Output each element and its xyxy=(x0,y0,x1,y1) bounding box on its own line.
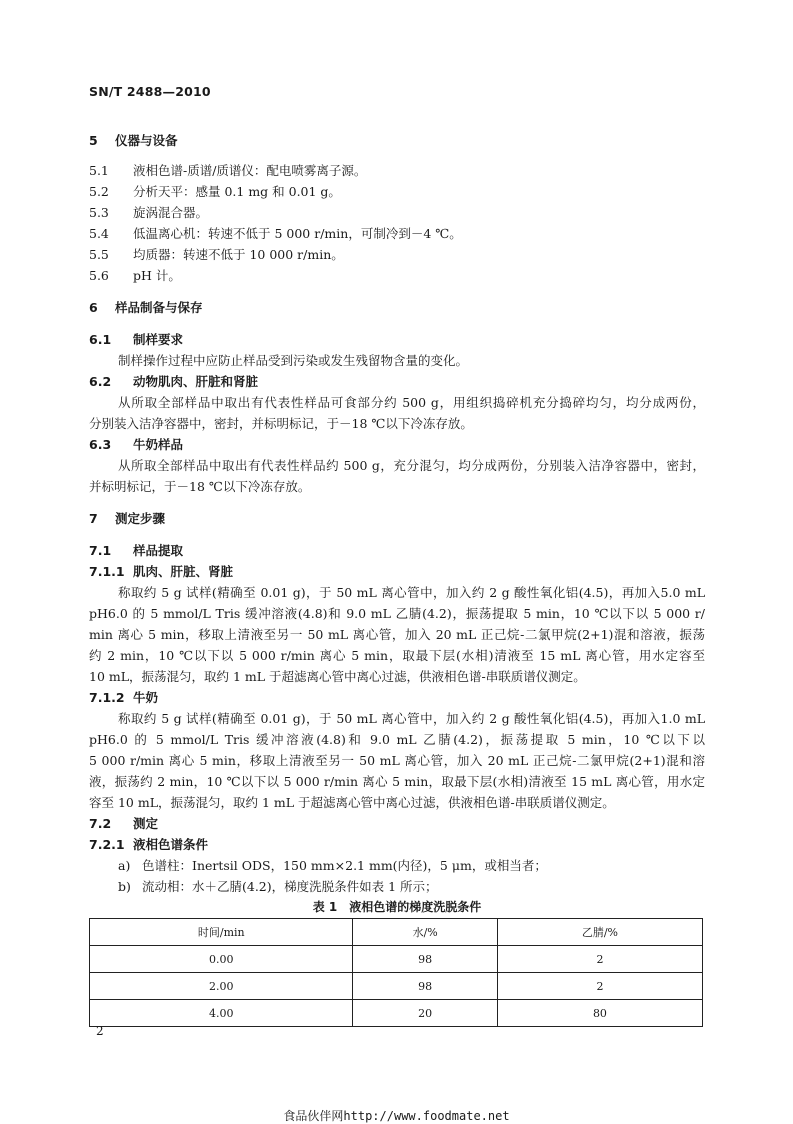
section-7-1-1-line: 约 2 min，10 ℃以下以 5 000 r/min 离心 5 min，取最下层(水相)清液至 15 mL 离心管，用水定容至 xyxy=(89,648,705,663)
table-row xyxy=(90,1000,703,1027)
section-6-1-heading: 6.1 制样要求 xyxy=(89,332,184,347)
document-header: SN/T 2488—2010 xyxy=(89,84,211,99)
table-cell: 20 xyxy=(353,1000,497,1027)
table-header-cell: 乙腈/% xyxy=(497,919,702,946)
table-cell: 80 xyxy=(497,1000,702,1027)
footer-watermark: 食品伙伴网http://www.foodmate.net xyxy=(283,1109,510,1123)
section-6-3-line: 并标明标记，于－18 ℃以下冷冻存放。 xyxy=(89,479,311,494)
table-cell: 2.00 xyxy=(90,973,353,1000)
item-5-1: 5.1 液相色谱-质谱/质谱仪：配电喷雾离子源。 xyxy=(89,163,367,178)
section-7-1-2-heading: 7.1.2 牛奶 xyxy=(89,690,159,705)
section-7-heading: 7 测定步骤 xyxy=(89,511,166,526)
table-header-cell: 水/% xyxy=(353,919,497,946)
section-5-heading: 5 仪器与设备 xyxy=(89,133,178,148)
item-5-5: 5.5 均质器：转速不低于 10 000 r/min。 xyxy=(89,247,344,262)
section-7-1-2-line: 5 000 r/min 离心 5 min，移取上清液至另一 50 mL 离心管，加入 20 mL 正己烷-二氯甲烷(2+1)混和溶 xyxy=(89,753,705,768)
section-7-1-heading: 7.1 样品提取 xyxy=(89,543,184,558)
section-7-1-1-line: pH6.0 的 5 mmol/L Tris 缓冲溶液(4.8)和 9.0 mL 乙腈(4.2)，振荡提取 5 min，10 ℃以下以 5 000 r/ xyxy=(89,606,705,621)
item-5-3: 5.3 旋涡混合器。 xyxy=(89,205,209,220)
section-7-1-1-heading: 7.1.1 肌肉、肝脏、肾脏 xyxy=(89,564,234,579)
list-item-a: a) 色谱柱：Inertsil ODS，150 mm×2.1 mm(内径)，5 μm，或相当者； xyxy=(118,858,547,873)
table-row xyxy=(90,973,703,1000)
section-7-1-2-line: 容至 10 mL，振荡混匀，取约 1 mL 于超滤离心管中离心过滤，供液相色谱-串联质谱仪测定。 xyxy=(89,795,615,810)
table-row xyxy=(90,946,703,973)
section-6-3-heading: 6.3 牛奶样品 xyxy=(89,437,184,452)
gradient-table xyxy=(89,918,703,1027)
table-cell: 98 xyxy=(353,946,497,973)
list-item-b: b) 流动相：水＋乙腈(4.2)，梯度洗脱条件如表 1 所示； xyxy=(118,879,438,894)
page-number: 2 xyxy=(96,1024,104,1038)
section-7-2-heading: 7.2 测定 xyxy=(89,816,159,831)
table-cell: 2 xyxy=(497,973,702,1000)
table-header-cell: 时间/min xyxy=(90,919,353,946)
section-7-1-2-line: 称取约 5 g 试样(精确至 0.01 g)，于 50 mL 离心管中，加入约 2 g 酸性氧化铝(4.5)，再加入1.0 mL xyxy=(118,711,705,726)
section-6-heading: 6 样品制备与保存 xyxy=(89,300,203,315)
section-7-2-1-heading: 7.2.1 液相色谱条件 xyxy=(89,837,209,852)
table-caption: 表 1 液相色谱的梯度洗脱条件 xyxy=(312,900,482,914)
table-cell: 0.00 xyxy=(90,946,353,973)
table-cell: 98 xyxy=(353,973,497,1000)
section-6-3-line: 从所取全部样品中取出有代表性样品约 500 g，充分混匀，均分成两份，分别装入洁净容器中，密封， xyxy=(118,458,705,473)
section-6-2-heading: 6.2 动物肌肉、肝脏和肾脏 xyxy=(89,374,259,389)
item-5-6: 5.6 pH 计。 xyxy=(89,268,181,283)
section-7-1-1-line: 称取约 5 g 试样(精确至 0.01 g)，于 50 mL 离心管中，加入约 2 g 酸性氧化铝(4.5)，再加入5.0 mL xyxy=(118,585,705,600)
section-6-2-line: 分别装入洁净容器中，密封，并标明标记，于－18 ℃以下冷冻存放。 xyxy=(89,416,473,431)
section-7-1-1-line: min 离心 5 min，移取上清液至另一 50 mL 离心管，加入 20 mL 正己烷-二氯甲烷(2+1)混和溶液，振荡 xyxy=(89,627,705,642)
section-7-1-1-line: 10 mL，振荡混匀，取约 1 mL 于超滤离心管中离心过滤，供液相色谱-串联质谱仪测定。 xyxy=(89,669,586,684)
section-7-1-2-line: pH6.0 的 5 mmol/L Tris 缓冲溶液(4.8)和 9.0 mL 乙腈(4.2)，振荡提取 5 min，10 ℃以下以 xyxy=(89,732,705,747)
table-cell: 4.00 xyxy=(90,1000,353,1027)
item-5-4: 5.4 低温离心机：转速不低于 5 000 r/min，可制冷到－4 ℃。 xyxy=(89,226,462,241)
table-cell: 2 xyxy=(497,946,702,973)
section-6-2-line: 从所取全部样品中取出有代表性样品可食部分约 500 g，用组织捣碎机充分捣碎均匀，均分成两份， xyxy=(118,395,705,410)
table-header-row xyxy=(90,919,703,946)
item-5-2: 5.2 分析天平：感量 0.1 mg 和 0.01 g。 xyxy=(89,184,341,199)
section-6-1-body: 制样操作过程中应防止样品受到污染或发生残留物含量的变化。 xyxy=(118,353,469,368)
section-7-1-2-line: 液，振荡约 2 min，10 ℃以下以 5 000 r/min 离心 5 min，取最下层(水相)清液至 15 mL 离心管，用水定 xyxy=(89,774,705,789)
